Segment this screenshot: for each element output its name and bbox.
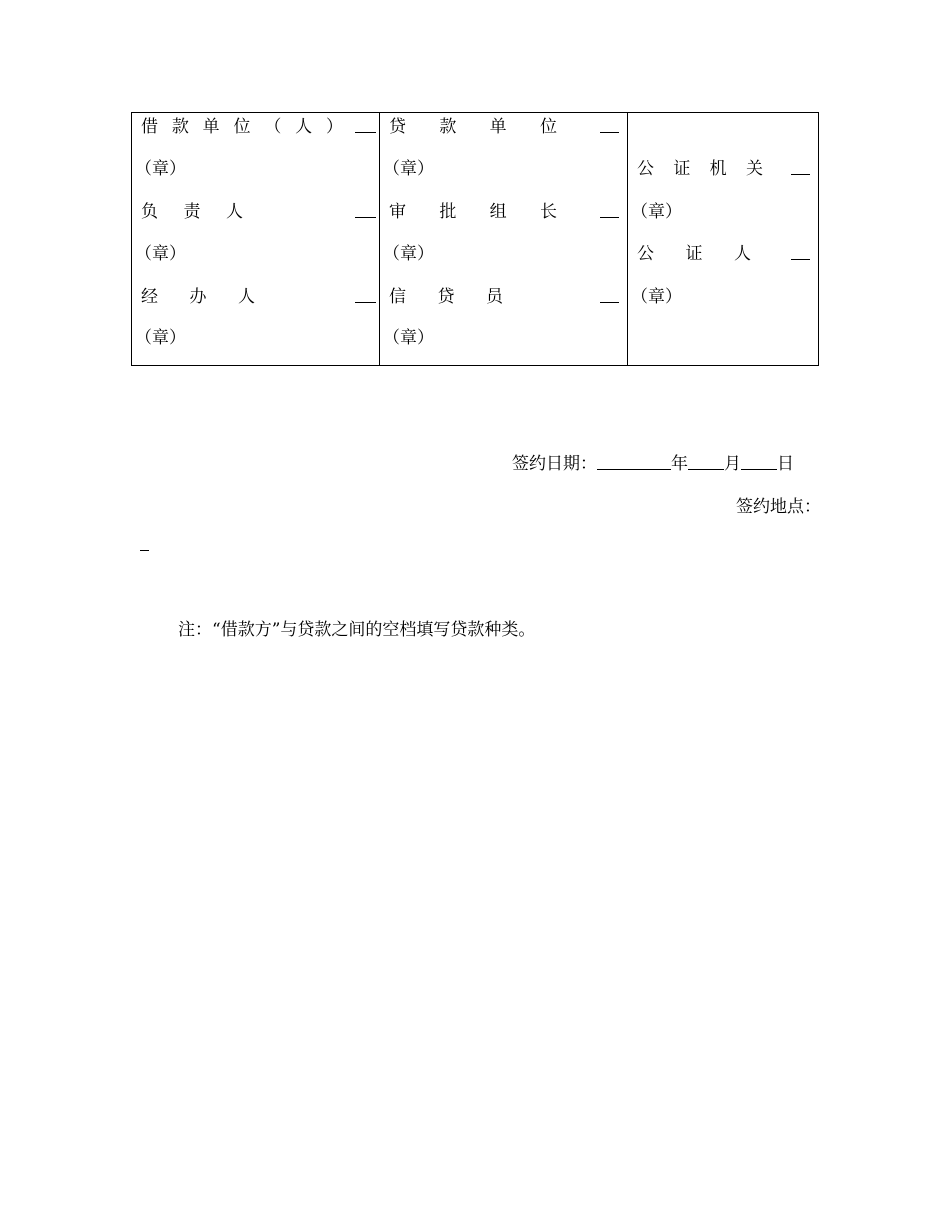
- seal-mark: （章）: [631, 202, 682, 222]
- month-blank: [688, 451, 724, 470]
- notary-line: [637, 242, 810, 266]
- seal-mark: （章）: [631, 287, 682, 307]
- signing-date-label: 签约日期：: [512, 454, 597, 474]
- lender-column: [380, 113, 628, 365]
- credit-officer-line: [389, 285, 619, 309]
- signature-blank: [791, 174, 810, 175]
- year-label: 年: [671, 454, 688, 474]
- borrower-column: [132, 113, 380, 365]
- signature-blank: [355, 302, 376, 303]
- signature-blank: [600, 302, 619, 303]
- signature-blank: [355, 132, 376, 133]
- day-blank: [741, 451, 777, 470]
- notary-column: [628, 113, 818, 365]
- responsible-person-line: [141, 200, 371, 224]
- lender-unit-label: 贷 款 单 位: [389, 117, 557, 137]
- seal-mark: （章）: [383, 244, 434, 264]
- signature-blank: [791, 259, 810, 260]
- handler-label: 经 办 人: [141, 287, 255, 307]
- seal-mark: （章）: [135, 159, 186, 179]
- short-dash: [140, 550, 149, 551]
- seal-mark: （章）: [135, 244, 186, 264]
- year-blank: [597, 451, 671, 470]
- footnote: 注：“借款方”与贷款之间的空档填写贷款种类。: [178, 620, 536, 640]
- signature-blank: [355, 217, 376, 218]
- handler-line: [141, 285, 371, 309]
- borrower-unit-line: [141, 115, 371, 139]
- signing-date-line: [512, 451, 794, 477]
- notary-office-label: 公 证 机 关: [637, 159, 763, 179]
- signing-place-label: 签约地点：: [736, 497, 821, 517]
- notary-label: 公 证 人: [637, 244, 751, 264]
- signature-blank: [600, 132, 619, 133]
- notary-office-line: [637, 157, 810, 181]
- signature-blank: [600, 217, 619, 218]
- month-label: 月: [724, 454, 741, 474]
- credit-officer-label: 信 贷 员: [389, 287, 503, 307]
- signature-table: [131, 112, 819, 366]
- lender-unit-line: [389, 115, 619, 139]
- signing-place-line: [736, 494, 821, 520]
- approval-leader-label: 审 批 组 长: [389, 202, 557, 222]
- seal-mark: （章）: [383, 328, 434, 348]
- borrower-unit-label: 借 款 单 位 （ 人 ）: [141, 117, 343, 137]
- seal-mark: （章）: [383, 159, 434, 179]
- day-label: 日: [777, 454, 794, 474]
- seal-mark: （章）: [135, 328, 186, 348]
- approval-leader-line: [389, 200, 619, 224]
- responsible-person-label: 负 责 人: [141, 202, 243, 222]
